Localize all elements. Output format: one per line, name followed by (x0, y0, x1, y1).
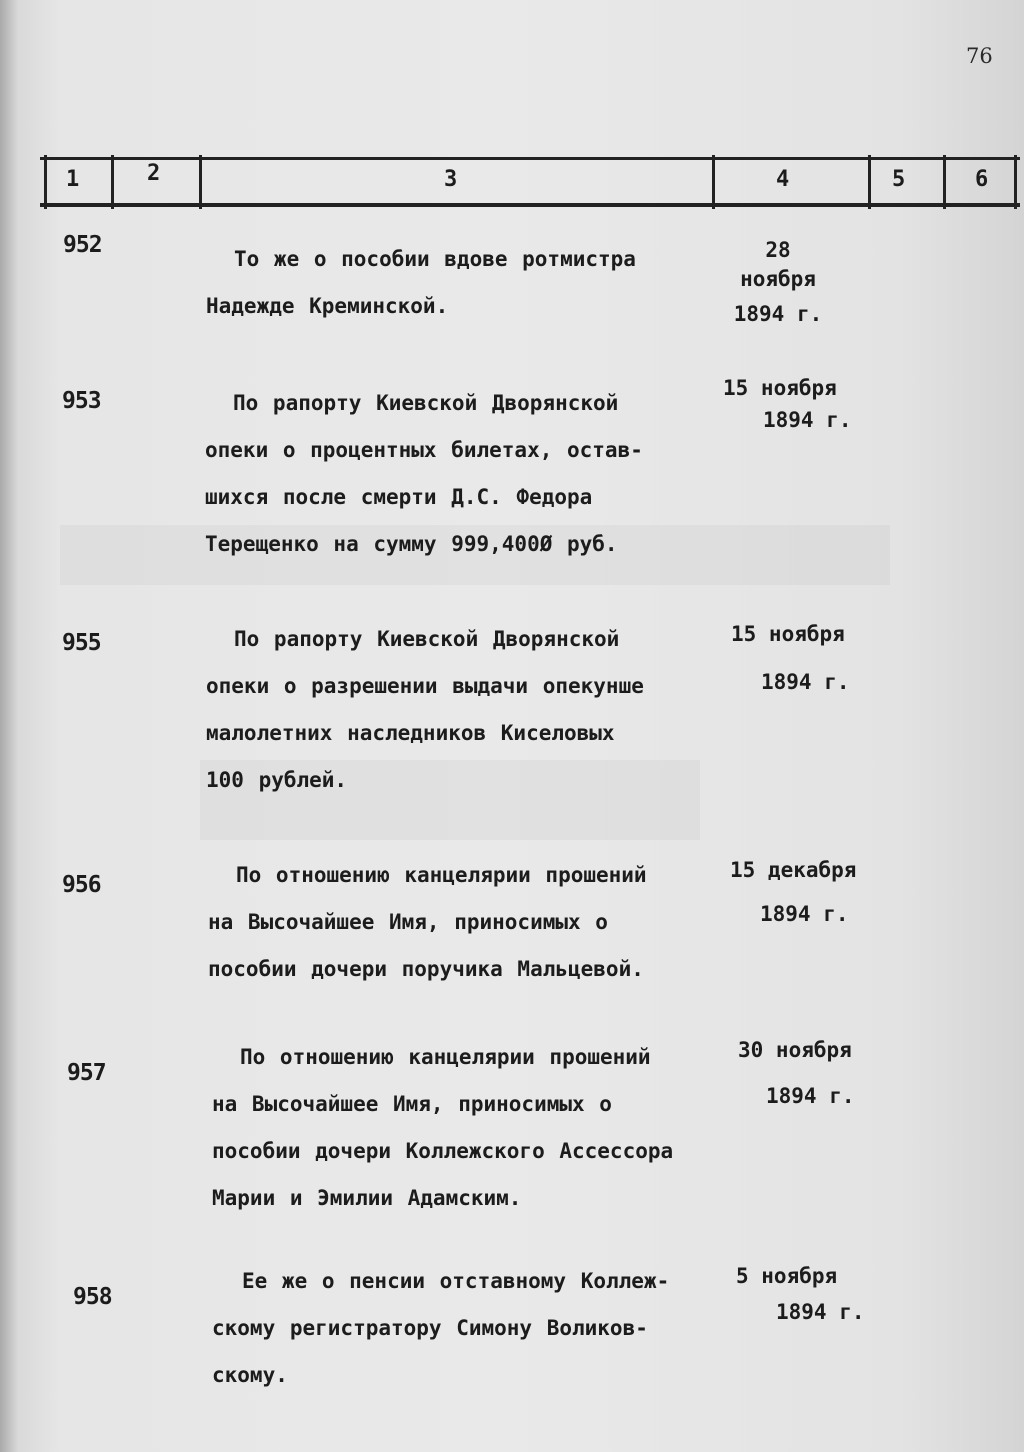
record-date-line: 1894 г. (733, 302, 823, 326)
record-number: 958 (73, 1284, 112, 1310)
record-date-line: 1894 г. (763, 408, 852, 432)
record-text-line: на Высочайшее Имя, приносимых о (208, 910, 608, 934)
record-text-line: Надежде Креминской. (206, 294, 449, 318)
record-date-line: ноября (740, 267, 816, 291)
column-number-3: 3 (444, 167, 458, 192)
record-text-line: Ее же о пенсии отставному Коллеж- (242, 1269, 670, 1293)
header-divider (111, 155, 114, 209)
record-date (733, 236, 823, 329)
record-description (205, 380, 745, 568)
record-date (730, 850, 856, 934)
record-description (212, 1258, 752, 1399)
record-text-line: скому регистратору Симону Воликов- (212, 1316, 648, 1340)
record-text-line: 100 рублей. (206, 768, 348, 792)
header-divider (1014, 155, 1017, 209)
record-text-line: То же о пособии вдове ротмистра (234, 247, 636, 271)
record-number: 953 (62, 388, 101, 414)
record-text-line: шихся после смерти Д.С. Федора (205, 485, 593, 509)
header-bottom-rule (40, 203, 1020, 207)
record-number: 955 (62, 630, 101, 656)
record-number: 952 (63, 232, 102, 258)
record-date-line: 15 ноября (731, 622, 845, 646)
record-text-line: Терещенко на сумму 999,400Ø руб. (205, 532, 618, 556)
record-description (208, 852, 748, 993)
record-text-line: По отношению канцелярии прошений (240, 1045, 651, 1069)
record-date-line: 1894 г. (776, 1300, 865, 1324)
record-date (731, 614, 850, 702)
record-description (206, 616, 746, 804)
record-text-line: Марии и Эмилии Адамским. (212, 1186, 522, 1210)
record-date (723, 368, 852, 440)
sheet-number: 76 (966, 44, 993, 68)
record-date-line: 1894 г. (760, 902, 849, 926)
record-text-line: малолетних наследников Киселовых (206, 721, 615, 745)
record-date-line: 5 ноября (736, 1264, 838, 1288)
record-description (206, 236, 746, 330)
record-text-line: По рапорту Киевской Дворянской (234, 627, 620, 651)
record-date-line: 15 декабря (730, 858, 857, 882)
header-divider (943, 155, 946, 209)
column-number-2: 2 (147, 161, 161, 186)
record-number: 956 (62, 872, 101, 898)
record-text-line: пособии дочери Коллежского Ассессора (212, 1139, 674, 1163)
column-number-5: 5 (892, 167, 906, 192)
record-text-line: По рапорту Киевской Дворянской (233, 391, 619, 415)
header-divider (44, 155, 47, 209)
record-date-line: 30 ноября (738, 1038, 852, 1062)
record-text-line: пособии дочери поручика Мальцевой. (208, 957, 644, 981)
record-date (736, 1256, 865, 1332)
record-text-line: на Высочайшее Имя, приносимых о (212, 1092, 612, 1116)
column-number-4: 4 (776, 167, 790, 192)
record-date-line: 1894 г. (766, 1084, 855, 1108)
record-text-line: опеки о разрешении выдачи опекунше (206, 674, 644, 698)
record-number: 957 (67, 1060, 106, 1086)
record-text-line: скому. (212, 1363, 288, 1387)
record-date-line: 28 (765, 238, 791, 262)
record-date-line: 1894 г. (761, 670, 850, 694)
record-text-line: По отношению канцелярии прошений (236, 863, 647, 887)
record-text-line: опеки о процентных билетах, остав- (205, 438, 643, 462)
header-divider (712, 155, 715, 209)
column-number-1: 1 (66, 167, 80, 192)
record-date-line: 15 ноября (723, 376, 837, 400)
header-divider (868, 155, 871, 209)
table-header (40, 155, 1020, 209)
record-description (212, 1034, 752, 1222)
record-date (738, 1030, 855, 1116)
header-divider (199, 155, 202, 209)
header-top-rule (40, 157, 1020, 160)
column-number-6: 6 (975, 167, 989, 192)
